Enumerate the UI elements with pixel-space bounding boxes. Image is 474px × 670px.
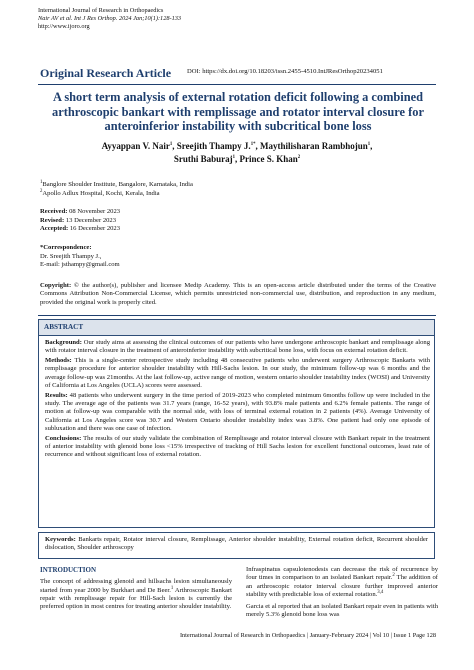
author: Sruthi Baburaj$^1$, [173, 153, 240, 164]
author: Ayyappan V. Nair$^1$, [101, 141, 177, 151]
correspondence-name: Dr. Sreejith Thampy J., [40, 252, 102, 260]
author: Prince S. Khan$^2$ [239, 153, 301, 164]
intro-paragraph: Garcia et al reported that an isolated Bankart repair even in patients with merely 5.3% glenoid bone loss was [246, 602, 438, 618]
journal-name: International Journal of Research in Orthopaedics [38, 7, 164, 14]
intro-paragraph: Infraspinatus capsulotenodesis can decrease the risk of recurrence by four times in comparison to an isolated Bankart repair.$^2$ The addition of an arthroscopic rotator interval closure further improved anterior stability with predictable loss of external rotation.$^{3,4}$ [246, 566, 438, 598]
intro-paragraph: The concept of addressing glenoid and hillsachs lesion simultaneously started from year 2000 by Burkhart and De Beer.$^1$ Arthroscopic Bankart repair with remplissage repair for Hill-Sach lesion is currently the preferred option in most centres for treating anterior shoulder instability. [40, 578, 232, 611]
accepted-date: Accepted: 16 December 2023 [40, 225, 121, 233]
revised-date: Revised: 13 December 2023 [40, 216, 117, 224]
correspondence [40, 244, 120, 270]
intro-right-column [246, 566, 438, 623]
abstract-results: Results: 48 patients who underwent surgery in the time period of 2019-2023 who completed minimum 6months follow up were included in the study. The average age of the patients was 31.7 years (range, 16-52 years), with 93.8% male patients and 6.2% female patients. The range of motion at follow-up was comparable with the normal side, with loss of terminal external rotation in 2 patients (4%). Average University of California at Los Angeles score was 30.7 and Western Ontario shoulder instability index was 3.8%. One patient had only one episode of subluxation and there was one case of infection. [45, 391, 430, 432]
introduction-heading: INTRODUCTION [40, 566, 97, 574]
affiliations [40, 181, 193, 198]
header-divider [38, 84, 436, 85]
author: Maythilisharan Rambhojun$^1$, [259, 141, 373, 151]
journal-header [38, 7, 181, 32]
correspondence-label: *Correspondence: [40, 244, 92, 251]
abstract-conclusions: Conclusions: The results of our study validate the combination of Remplissage and rotator interval closure with Bankart repair in the treatment of anterior instability with glenoid bone loss <15% irrespective of tracking of Hill Sachs lesion for excellent functional outcomes, least rate of recurrence and without significant loss of external rotation. [45, 434, 431, 459]
correspondence-email[interactable]: E-mail: jsthampy@gmail.com [40, 261, 120, 269]
doi-link[interactable]: DOI: https://dx.doi.org/10.18203/issn.2455-4510.IntJResOrthop20234051 [187, 68, 383, 75]
affiliation: $^2$Apollo Adlux Hospital, Kochi, Kerala, India [40, 188, 160, 197]
abstract-header: ABSTRACT [39, 320, 434, 336]
abstract-methods: Methods: This is a single-center retrospective study including 48 consecutive patients who underwent surgery Arthroscopic Bankarts with remplissage procedure for anterior shoulder instability with Hill-Sachs lesion. In our study, the minimum follow-up was 6 months and the average follow-up was 21months. At the last follow-up, active range of motion, western ontario shoulder instability index (WOSI) and University of California at Los Angeles (UCLA) scores were assessed. [45, 357, 431, 389]
copyright-notice: Copyright: © the author(s), publisher and licensee Medip Academy. This is an open-access article distributed under the terms of the Creative Commons Attribution Non-Commercial License, which permits unrestricted non-commercial use, distribution, and reproduction in any medium, provided the original work is properly cited. [40, 282, 436, 306]
article-dates [40, 208, 120, 234]
keywords-box: Keywords: Bankarts repair, Rotator interval closure, Remplissage, Anterior shoulder instability, External rotation deficit, Recurrent shoulder dislocation, Shoulder arthroscopy [38, 532, 435, 559]
journal-url[interactable]: http://www.ijoro.org [38, 23, 90, 31]
abstract-background: Background: Our study aims at assessing the clinical outcomes of our patients who have undergone arthroscopic bankart and remplissage along with rotator interval closure in the treatment of anteroinferior instability with subcritical bone loss, with focus on external rotation deficit. [45, 339, 431, 355]
received-date: Received: 08 November 2023 [40, 208, 121, 215]
affiliation: $^1$Banglore Shoulder Institute, Bangalore, Karnataka, India [40, 179, 193, 188]
intro-left-column [40, 566, 232, 615]
citation-line: Nair AV et al. Int J Res Orthop. 2024 Jan;10(1):128-133 [38, 15, 182, 23]
copyright-divider [38, 315, 436, 316]
article-title: A short term analysis of external rotation deficit following a combined arthroscopic bankart with remplissage and rotator interval closure for anteroinferior instability with subcritical bone loss [52, 90, 424, 134]
article-type: Original Research Article [40, 66, 172, 80]
author-list [56, 140, 418, 165]
abstract-body [45, 339, 430, 461]
abstract-box [38, 319, 435, 528]
author: Sreejith Thampy J.$^{1*}$, [176, 141, 260, 151]
page-footer: International Journal of Research in Orthopaedics | January-February 2024 | Vol 10 | Issue 1 Page 128 [179, 632, 436, 639]
